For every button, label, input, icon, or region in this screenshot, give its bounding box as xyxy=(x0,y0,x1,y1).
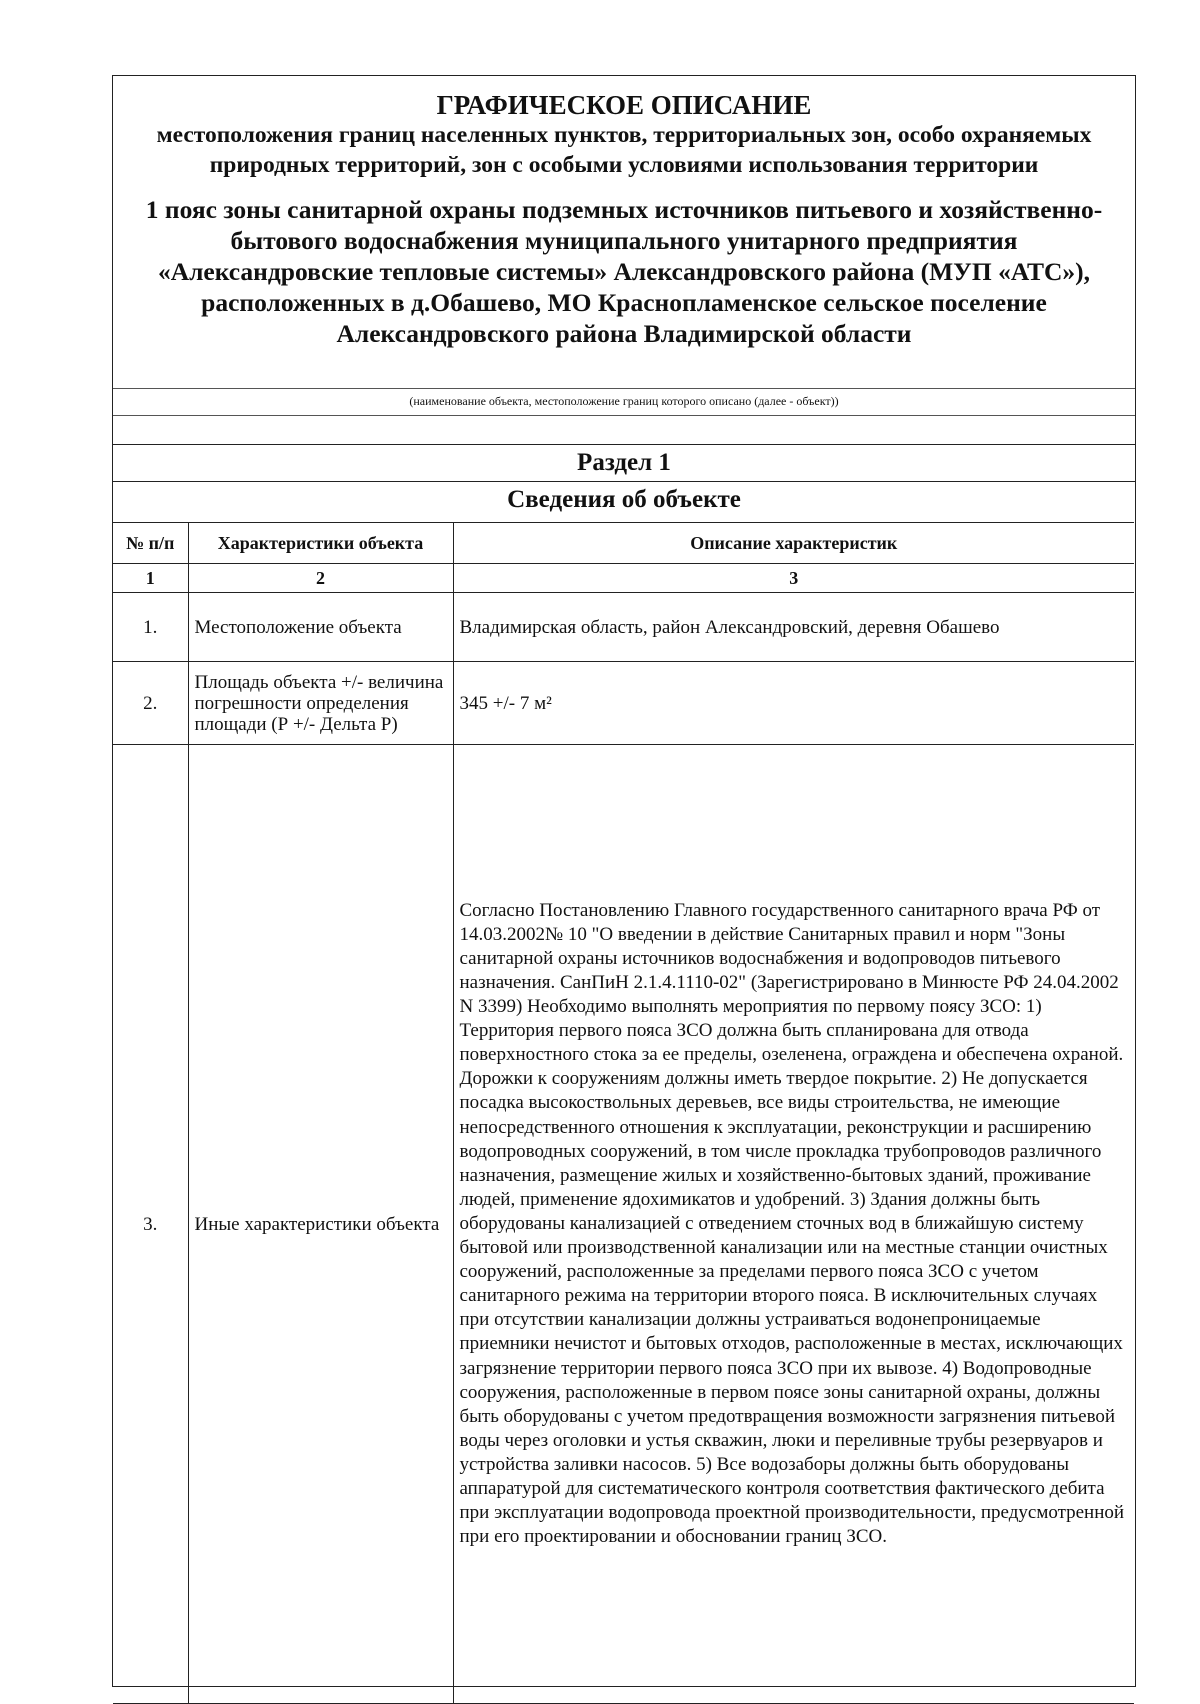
row-characteristic: Иные характеристики объекта xyxy=(188,745,453,1704)
row-number: 3. xyxy=(113,745,188,1704)
object-caption: (наименование объекта, местоположение границ которого описано (далее - объект)) xyxy=(113,388,1135,416)
row-description: Владимирская область, район Александровский, деревня Обашево xyxy=(453,593,1134,662)
table-index-row xyxy=(113,564,1134,593)
header-description: Описание характеристик xyxy=(453,523,1134,564)
table-row xyxy=(113,745,1134,1704)
document-frame xyxy=(112,75,1136,1687)
row-number: 1. xyxy=(113,593,188,662)
table-row xyxy=(113,593,1134,662)
index-cell: 3 xyxy=(453,564,1134,593)
document-title: ГРАФИЧЕСКОЕ ОПИСАНИЕ xyxy=(436,90,812,120)
row-characteristic: Площадь объекта +/- величина погрешности определения площади (Р +/- Дельта Р) xyxy=(188,662,453,745)
index-cell: 1 xyxy=(113,564,188,593)
header-characteristic: Характеристики объекта xyxy=(188,523,453,564)
row-characteristic: Местоположение объекта xyxy=(188,593,453,662)
spacer-row xyxy=(113,414,1135,444)
title-block xyxy=(113,76,1135,349)
row-description: 345 +/- 7 м² xyxy=(453,662,1134,745)
index-cell: 2 xyxy=(188,564,453,593)
row-number: 2. xyxy=(113,662,188,745)
header-num: № п/п xyxy=(113,523,188,564)
section-heading: Раздел 1 xyxy=(113,444,1135,481)
row-description: Согласно Постановлению Главного государственного санитарного врача РФ от 14.03.2002№ 10 "О введении в действие Санитарных правил и норм "Зоны санитарной охраны источников водоснабжения и водопроводов питьевого назначения. СанПиН 2.1.4.1110-02" (Зарегистрировано в Минюсте РФ 24.04.2002 N 3399) Необходимо выполнять мероприятия по первому поясу ЗСО: 1) Территория первого пояса ЗСО должна быть спланирована для отвода поверхностного стока за ее пределы, озеленена, ограждена и обеспечена охраной. Дорожки к сооружениям должны иметь твердое покрытие. 2) Не допускается посадка высокоствольных деревьев, все виды строительства, не имеющие непосредственного отношения к эксплуатации, реконструкции и расширению водопроводных сооружений, в том числе прокладка трубопроводов различного назначения, размещение жилых и хозяйственно-бытовых зданий, проживание людей, применение ядохимикатов и удобрений. 3) Здания должны быть оборудованы канализацией с отведением сточных вод в ближайшую систему бытовой или производственной канализации или на местные станции очистных сооружений, расположенные за пределами первого пояса ЗСО с учетом санитарного режима на территории второго пояса. В исключительных случаях при отсутствии канализации должны устраиваться водонепроницаемые приемники нечистот и бытовых отходов, расположенные в местах, исключающих загрязнение территории первого пояса ЗСО при их вывозе. 4) Водопроводные сооружения, расположенные в первом поясе зоны санитарной охраны, должны быть оборудованы с учетом предотвращения возможности загрязнения питьевой воды через оголовки и устья скважин, люки и переливные трубы резервуаров и устройства заливки насосов. 5) Все водозаборы должны быть оборудованы аппаратурой для систематического контроля соответствия фактического дебита при эксплуатации водопровода проектной производительности, предусмотренной при его проектировании и обосновании границ ЗСО. xyxy=(453,745,1134,1704)
object-info-table xyxy=(113,522,1134,1704)
table-header-row xyxy=(113,523,1134,564)
table-row xyxy=(113,662,1134,745)
section-title: Сведения об объекте xyxy=(113,481,1135,518)
object-name: 1 пояс зоны санитарной охраны подземных источников питьевого и хозяйственно-бытового водоснабжения муниципального унитарного предприятия «Александровские тепловые системы» Александровского района (МУП «АТС»), расположенных в д.Обашево, МО Краснопламенское сельское поселение Александровского района Владимирской области xyxy=(145,195,1103,348)
document-subtitle: местоположения границ населенных пунктов, территориальных зон, особо охраняемых природных территорий, зон с особыми условиями использования территории xyxy=(156,122,1092,178)
